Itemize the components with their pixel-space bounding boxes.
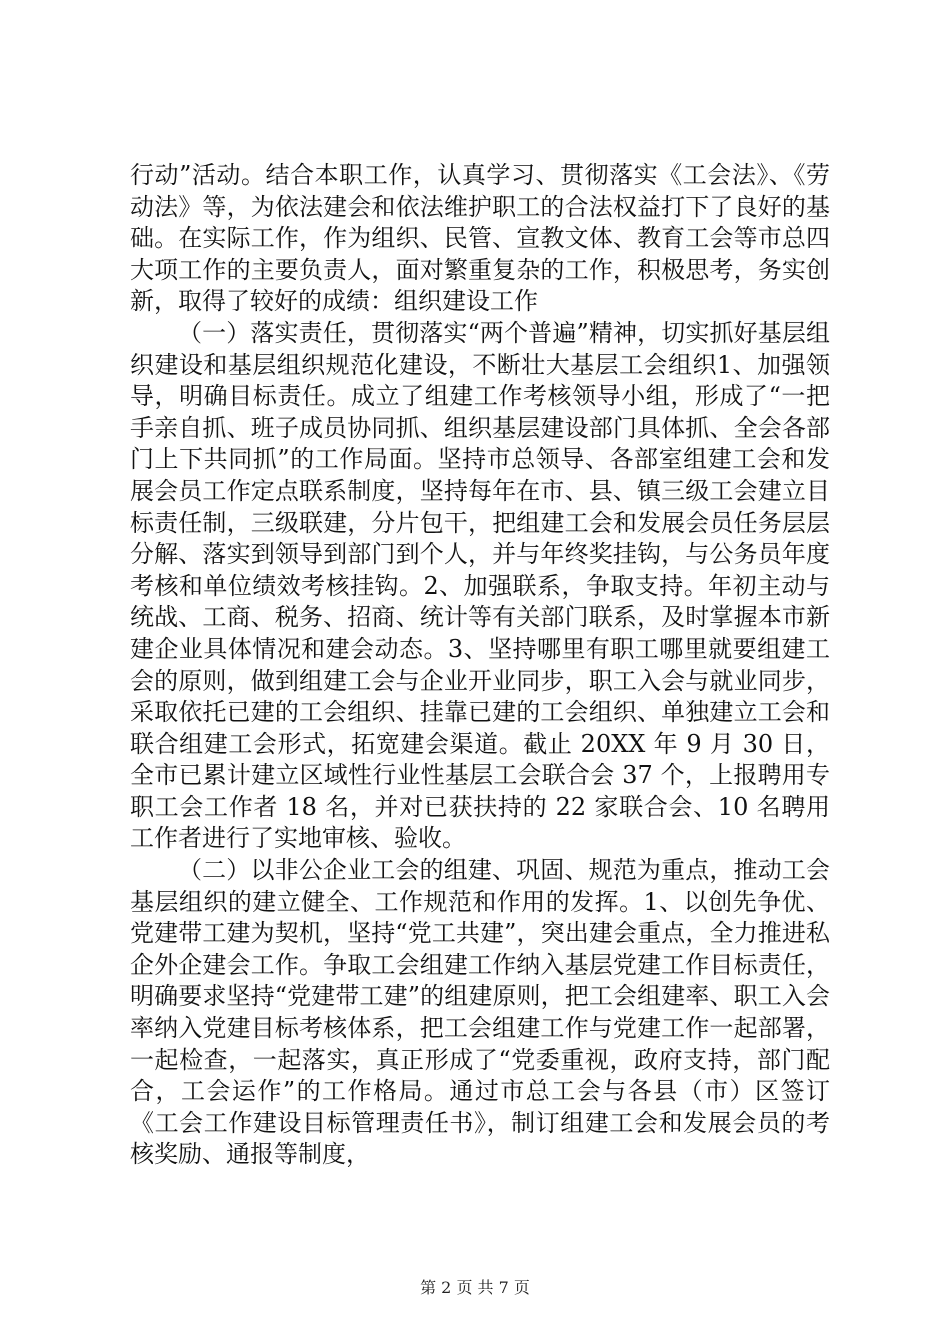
paragraph-1: 行动”活动。结合本职工作，认真学习、贯彻落实《工会法》、《劳动法》等，为依法建会和依法维护职工的合法权益打下了良好的基础。在实际工作，作为组织、民管、宣教文体、教育工会等市总四大项工作的主要负责人，面对繁重复杂的工作，积极思考，务实创新，取得了较好的成绩：组织建设工作 bbox=[130, 161, 830, 316]
page-footer: 第 2 页 共 7 页 bbox=[420, 1278, 530, 1297]
paragraph-3: （二）以非公企业工会的组建、巩固、规范为重点，推动工会基层组织的建立健全、工作规范和作用的发挥。1、以创先争优、党建带工建为契机，坚持“党工共建”，突出建会重点，全力推进私企外企建会工作。争取工会组建工作纳入基层党建工作目标责任，明确要求坚持“党建带工建”的组建原则，把工会组建率、职工入会率纳入党建目标考核体系，把工会组建工作与党建工作一起部署，一起检查，一起落实，真正形成了“党委重视，政府支持，部门配合，工会运作”的工作格局。通过市总工会与各县（市）区签订《工会工作建设目标管理责任书》，制订组建工会和发展会员的考核奖励、通报等制度， bbox=[130, 856, 830, 1169]
paragraph-2: （一）落实责任，贯彻落实“两个普遍”精神，切实抓好基层组织建设和基层组织规范化建设，不断壮大基层工会组织1、加强领导，明确目标责任。成立了组建工作考核领导小组，形成了“一把手亲自抓、班子成员协同抓、组织基层建设部门具体抓、全会各部门上下共同抓”的工作局面。坚持市总领导、各部室组建工会和发展会员工作定点联系制度，坚持每年在市、县、镇三级工会建立目标责任制，三级联建，分片包干，把组建工会和发展会员任务层层分解、落实到领导到部门到个人，并与年终奖挂钩，与公务员年度考核和单位绩效考核挂钩。2、加强联系，争取支持。年初主动与统战、工商、税务、招商、统计等有关部门联系，及时掌握本市新建企业具体情况和建会动态。3、坚持哪里有职工哪里就要组建工会的原则，做到组建工会与企业开业同步，职工入会与就业同步，采取依托已建的工会组织、挂靠已建的工会组织、单独建立工会和联合组建工会形式，拓宽建会渠道。截止 20XX 年 9 月 30 日，全市已累计建立区域性行业性基层工会联合会 37 个，上报聘用专职工会工作者 18 名，并对已获扶持的 22 家联合会、10 名聘用工作者进行了实地审核、验收。 bbox=[130, 318, 830, 853]
document-body bbox=[130, 160, 830, 1171]
